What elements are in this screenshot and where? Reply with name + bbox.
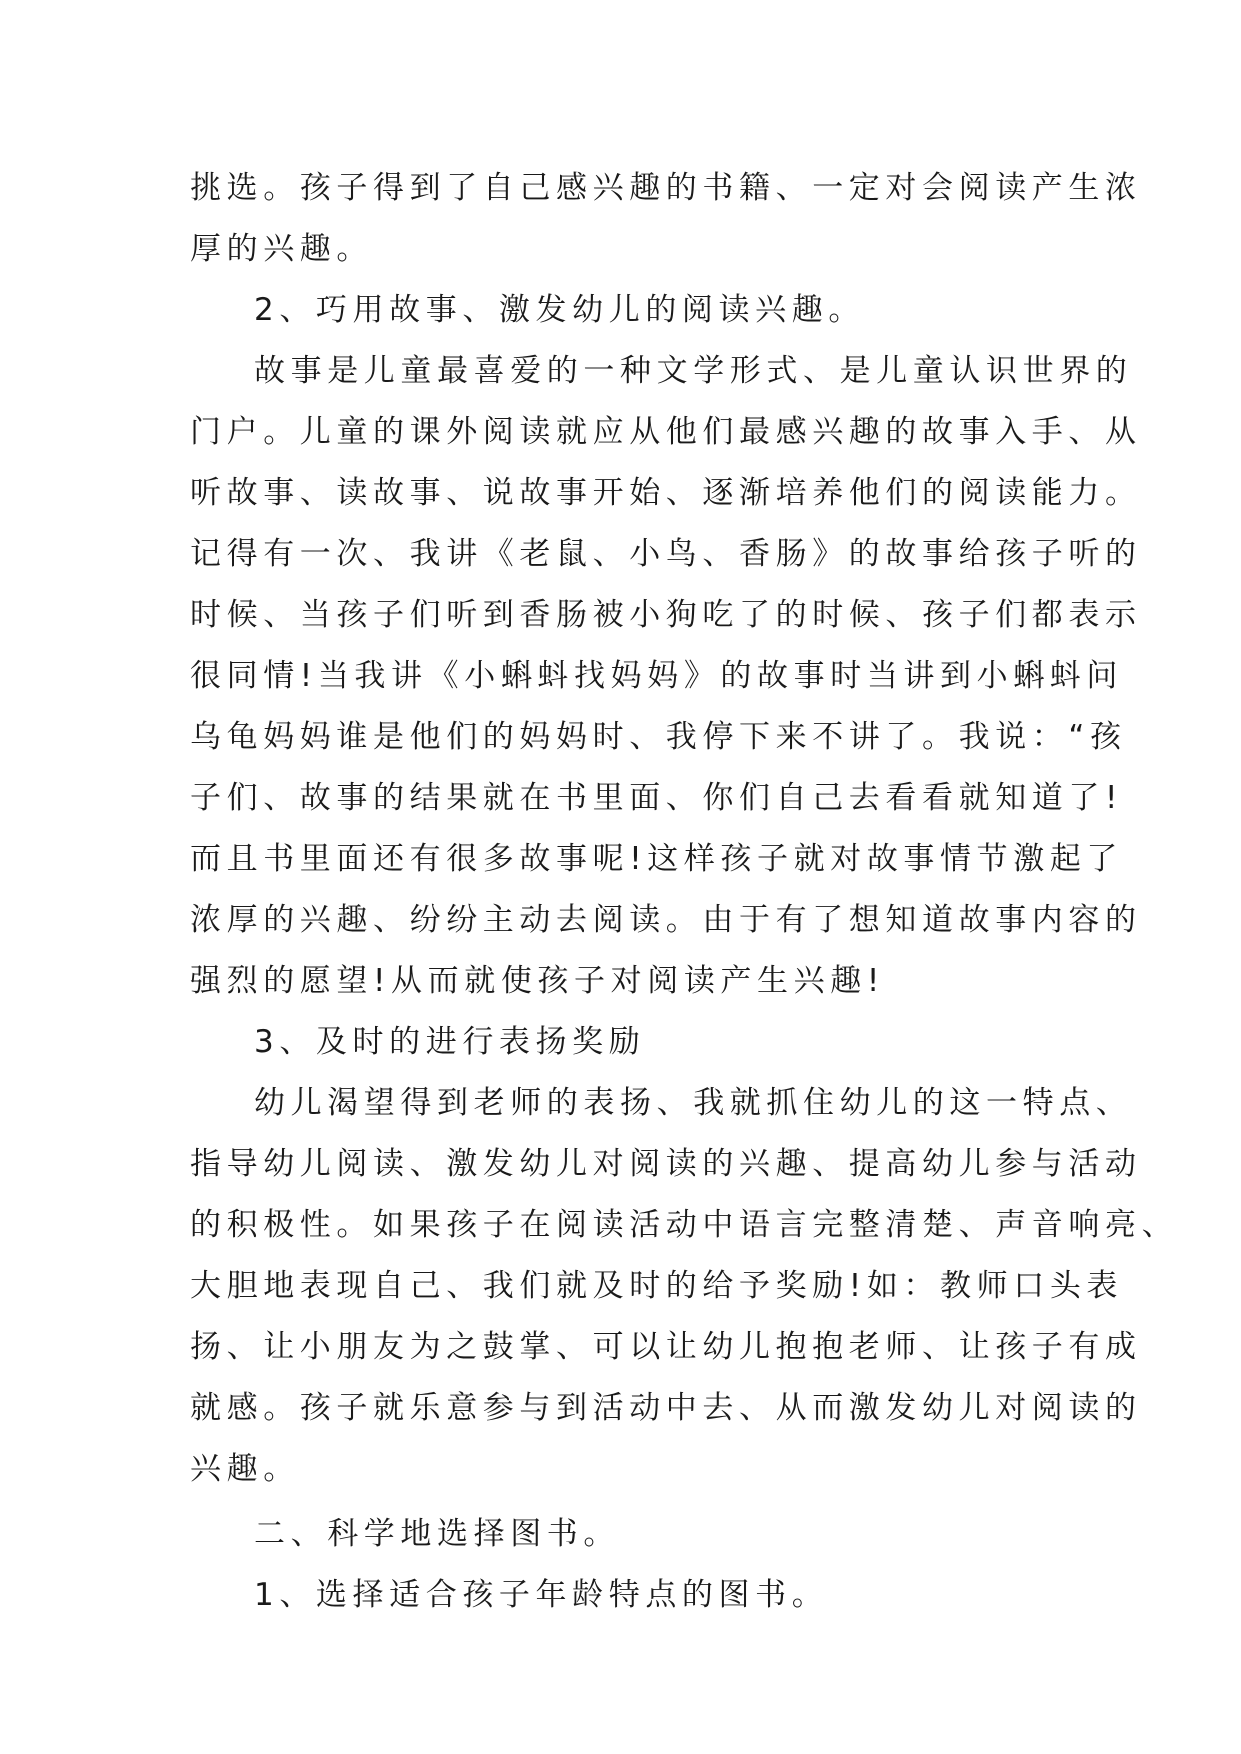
paragraph-line: 就感。孩子就乐意参与到活动中去、从而激发幼儿对阅读的 xyxy=(190,1390,1142,1426)
paragraph-line: 很同情!当我讲《小蝌蚪找妈妈》的故事时当讲到小蝌蚪问 xyxy=(190,658,1124,694)
paragraph-line: 挑选。孩子得到了自己感兴趣的书籍、一定对会阅读产生浓 xyxy=(190,170,1142,206)
section-heading-2: 2、巧用故事、激发幼儿的阅读兴趣。 xyxy=(254,292,865,328)
paragraph-line: 兴趣。 xyxy=(190,1451,300,1487)
paragraph-line: 指导幼儿阅读、激发幼儿对阅读的兴趣、提高幼儿参与活动 xyxy=(190,1146,1142,1182)
paragraph-line: 听故事、读故事、说故事开始、逐渐培养他们的阅读能力。 xyxy=(190,475,1142,511)
paragraph-line: 乌龟妈妈谁是他们的妈妈时、我停下来不讲了。我说：“孩 xyxy=(190,719,1127,755)
section-heading-3: 3、及时的进行表扬奖励 xyxy=(254,1024,646,1060)
paragraph-line: 厚的兴趣。 xyxy=(190,231,373,267)
paragraph-line: 记得有一次、我讲《老鼠、小鸟、香肠》的故事给孩子听的 xyxy=(190,536,1142,572)
paragraph-line: 时候、当孩子们听到香肠被小狗吃了的时候、孩子们都表示 xyxy=(190,597,1142,633)
document-body xyxy=(190,158,1179,1626)
subsection-heading-1: 1、选择适合孩子年龄特点的图书。 xyxy=(254,1577,829,1613)
paragraph-line: 故事是儿童最喜爱的一种文学形式、是儿童认识世界的 xyxy=(254,353,1133,389)
paragraph-line: 扬、让小朋友为之鼓掌、可以让幼儿抱抱老师、让孩子有成 xyxy=(190,1329,1142,1365)
paragraph-line: 幼儿渴望得到老师的表扬、我就抓住幼儿的这一特点、 xyxy=(254,1085,1133,1121)
paragraph-line: 子们、故事的结果就在书里面、你们自己去看看就知道了! xyxy=(190,780,1124,816)
paragraph-line: 的积极性。如果孩子在阅读活动中语言完整清楚、声音响亮、 xyxy=(190,1207,1179,1243)
paragraph-line: 门户。儿童的课外阅读就应从他们最感兴趣的故事入手、从 xyxy=(190,414,1142,450)
paragraph-line: 而且书里面还有很多故事呢!这样孩子就对故事情节激起了 xyxy=(190,841,1124,877)
paragraph-line: 大胆地表现自己、我们就及时的给予奖励!如：教师口头表 xyxy=(190,1268,1124,1304)
paragraph-line: 强烈的愿望!从而就使孩子对阅读产生兴趣! xyxy=(190,963,885,999)
paragraph-line: 浓厚的兴趣、纷纷主动去阅读。由于有了想知道故事内容的 xyxy=(190,902,1142,938)
section-heading-two: 二、科学地选择图书。 xyxy=(254,1516,620,1552)
